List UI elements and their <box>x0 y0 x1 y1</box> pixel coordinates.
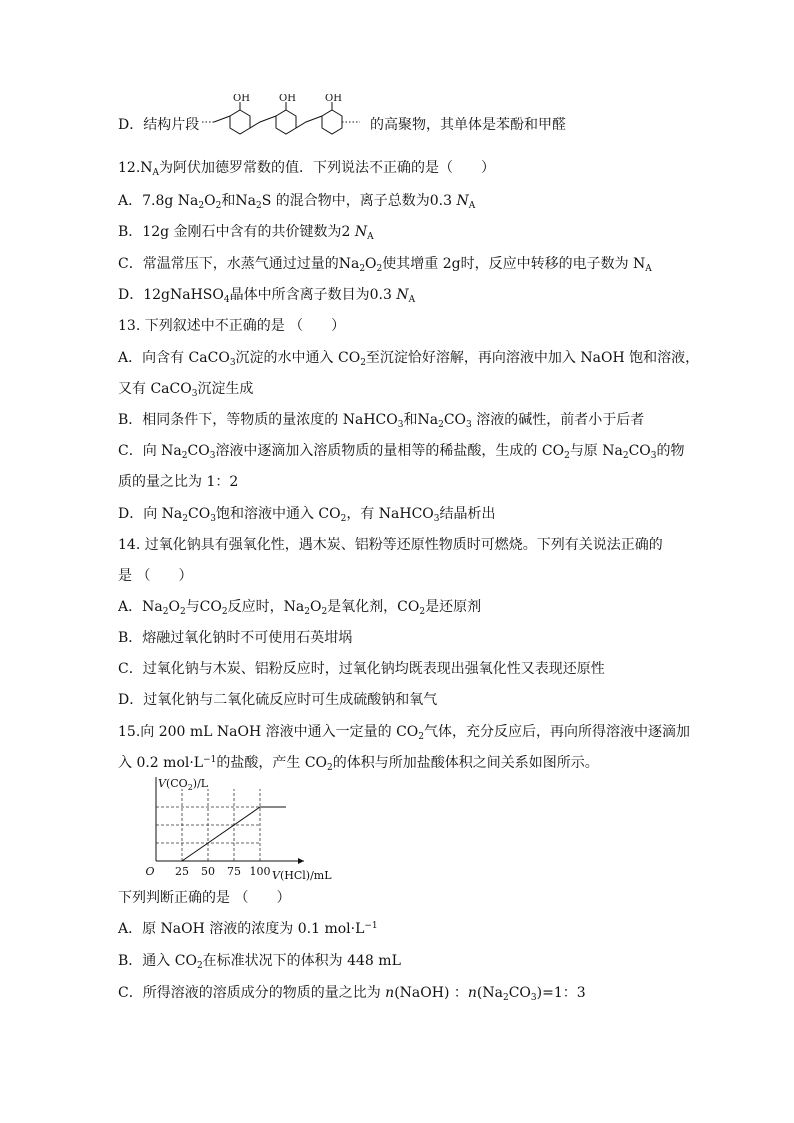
x-axis-label: V(HCl)/mL <box>272 869 332 882</box>
chart-axes <box>156 777 304 864</box>
q13-option-d: D．向 $Na_2CO_3$饱和溶液中通入 $CO_2$，有 NaHCO$_3$结晶析出 <box>118 506 496 524</box>
q13-option-a-line1: A．向含有 CaCO$_3$沉淀的水中通入 $CO_2$至沉淀恰好溶解，再向溶液中加入 NaOH 饱和溶液， <box>118 350 700 368</box>
x-tick-label-75: 75 <box>227 865 241 878</box>
oh-label-1: OH <box>233 94 250 104</box>
q14-stem-line2: 是 （ ） <box>118 568 193 584</box>
q15-option-b: B．通入 $CO_2$在标准状况下的体积为 448 mL <box>118 953 401 971</box>
q15-stem-line2: 入 0.2 $mol\cdot L^{-1}$的盐酸，产生 $CO_2$的体积与所加盐酸体积之间关系如图所示。 <box>118 755 599 773</box>
x-tick-label-100: 100 <box>249 865 271 878</box>
x-tick-label-50: 50 <box>201 865 215 878</box>
oh-label-3: OH <box>325 94 342 104</box>
q13-stem: 13. 下列叙述中不正确的是 （ ） <box>118 318 346 334</box>
chart-labels <box>145 777 332 882</box>
q12-option-d: D．12gNaHSO$_4$晶体中所含离子数目为0.3 $N_A$ <box>118 287 416 305</box>
origin-label: O <box>145 865 155 878</box>
q13-option-c-line2: 质的量之比为 1：2 <box>118 474 239 490</box>
q11-option-d: D．结构片段 <box>118 117 200 133</box>
q15-option-c: C．所得溶液的溶质成分的物质的量之比为 n(NaOH) ：$n(Na_2CO_3)=1$：3 <box>118 985 586 1003</box>
q13-option-b: B．相同条件下，等物质的量浓度的 NaHCO$_3$和$Na_2CO_3$ 溶液的碱性，前者小于后者 <box>118 412 645 430</box>
q12-option-c: C．常温常压下，水蒸气通过过量的$Na_2O_2$使其增重 2g时，反应中转移的电子数为 $N_A$ <box>118 256 652 274</box>
q14-stem-line1: 14. 过氧化钠具有强氧化性，遇木炭、铝粉等还原性物质时可燃烧。下列有关说法正确的 <box>118 537 663 553</box>
q12-stem: $12.N_A$为阿伏加德罗常数的值．下列说法不正确的是（ ） <box>118 160 496 178</box>
co2-vs-hcl-chart <box>142 775 342 885</box>
polymer-structure-fragment <box>200 94 370 138</box>
q12-option-b: B．12g 金刚石中含有的共价键数为2 $N_A$ <box>118 224 374 242</box>
q15-option-a: A．原 NaOH 溶液的浓度为 0.1 $mol\cdot L^{-1}$ <box>118 921 378 937</box>
q15-stem-line1: 15.向 200 mL NaOH 溶液中通入一定量的 $CO_2$气体，充分反应后，再向所得溶液中逐滴加 <box>118 724 691 742</box>
q12-option-a: A．7.8g $Na_2O_2$和$Na_2S$ 的混合物中，离子总数为0.3 $N_A$ <box>118 193 476 211</box>
q13-option-a-line2: 又有 CaCO$_3$沉淀生成 <box>118 381 254 399</box>
q13-option-c-line1: C．向 $Na_2CO_3$溶液中逐滴加入溶质物质的量相等的稀盐酸，生成的 $CO_2$与原 $Na_2CO_3$的物 <box>118 443 685 461</box>
q14-option-b: B．熔融过氧化钠时不可使用石英坩埚 <box>118 630 353 646</box>
x-axis-arrow <box>298 858 304 864</box>
q14-option-d: D．过氧化钠与二氧化硫反应时可生成硫酸钠和氧气 <box>118 692 438 708</box>
q14-option-a: A．$Na_2O_2$与$CO_2$反应时，$Na_2O_2$是氧化剂，$CO_2$是还原剂 <box>118 599 482 617</box>
q11-option-d-suffix: 的高聚物，其单体是苯酚和甲醛 <box>370 117 566 133</box>
q15-question: 下列判断正确的是 （ ） <box>118 890 291 906</box>
x-tick-label-25: 25 <box>175 865 189 878</box>
chart-grid <box>156 789 260 861</box>
oh-label-2: OH <box>279 94 296 104</box>
q14-option-c: C．过氧化钠与木炭、铝粉反应时，过氧化钠均既表现出强氧化性又表现还原性 <box>118 661 605 677</box>
y-axis-label: $V(CO_2)/L$ <box>158 777 209 792</box>
